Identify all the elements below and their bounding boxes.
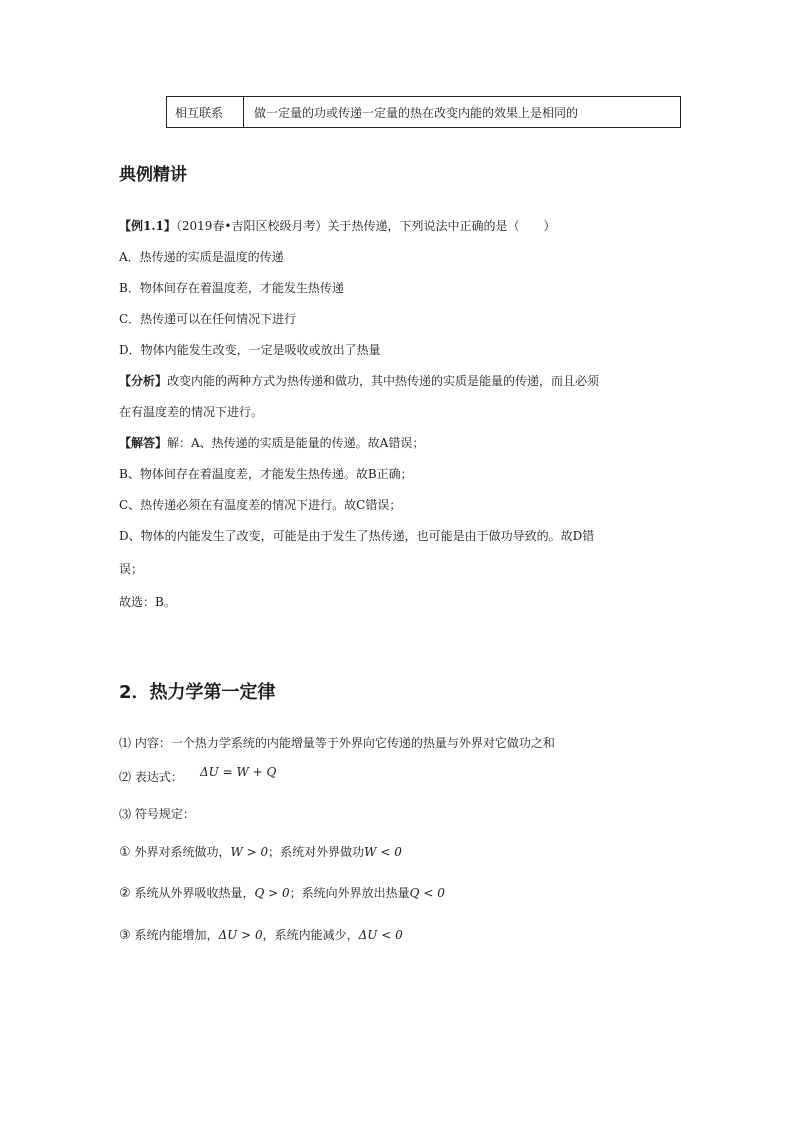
answer-text-1: 解：A、热传递的实质是能量的传递。故A错误；: [167, 436, 425, 450]
table-value-cell: 做一定量的功或传递一定量的热在改变内能的效果上是相同的: [244, 97, 681, 128]
analysis-line-2: 在有温度差的情况下进行。: [119, 405, 264, 419]
analysis-line-1: [119, 373, 599, 389]
law-formula: ΔU = W + Q: [200, 765, 277, 779]
answer-line-5: 误；: [119, 562, 144, 576]
rule-3-text-b: ，系统内能减少，: [262, 928, 359, 942]
answer-line-3: C、热传递必须在有温度差的情况下进行。故C错误；: [119, 498, 402, 512]
rule-1-number: ①: [119, 845, 131, 860]
rule-2-math-a: Q > 0: [254, 886, 290, 900]
section-heading-examples: 典例精讲: [119, 165, 187, 185]
example-question: [119, 218, 556, 234]
rule-1-text-a: 外界对系统做功，: [134, 845, 231, 859]
option-d: D．物体内能发生改变，一定是吸收或放出了热量: [119, 343, 381, 357]
law-expression-label: ⑵ 表达式：: [119, 770, 183, 784]
relation-table: [166, 96, 681, 128]
rule-2-text-b: ；系统向外界放出热量: [289, 886, 410, 900]
example-tag: 【例1.1】: [119, 219, 176, 233]
rule-3-text-a: 系统内能增加，: [134, 928, 219, 942]
answer-line-6: 故选：B。: [119, 595, 176, 609]
rule-2-text-a: 系统从外界吸收热量，: [134, 886, 255, 900]
rule-2: [119, 885, 445, 902]
option-b: B．物体间存在着温度差，才能发生热传递: [119, 281, 344, 295]
analysis-tag: 【分析】: [119, 374, 168, 388]
rule-1-math-b: W < 0: [364, 845, 402, 859]
answer-line-1: [119, 435, 424, 451]
law-content: ⑴ 内容：一个热力学系统的内能增量等于外界向它传递的热量与外界对它做功之和: [119, 736, 555, 750]
rule-2-number: ②: [119, 886, 131, 901]
option-a: A．热传递的实质是温度的传递: [119, 250, 284, 264]
answer-line-4: D、物体的内能发生了改变，可能是由于发生了热传递，也可能是由于做功导致的。故D错: [119, 529, 595, 543]
rule-3-math-a: ΔU > 0: [218, 928, 263, 942]
rule-1-math-a: W > 0: [230, 845, 269, 859]
answer-line-2: B、物体间存在着温度差，才能发生热传递。故B正确；: [119, 467, 413, 481]
rule-3-math-b: ΔU < 0: [358, 928, 403, 942]
example-source: （2019春•吉阳区校级月考）关于热传递，下列说法中正确的是（ ）: [175, 219, 556, 233]
rule-3: [119, 927, 403, 944]
analysis-text-1: 改变内能的两种方式为热传递和做功，其中热传递的实质是能量的传递，而且必须: [167, 374, 600, 388]
sign-rules-label: ⑶ 符号规定：: [119, 807, 195, 821]
option-c: C．热传递可以在任何情况下进行: [119, 312, 297, 326]
rule-3-number: ③: [119, 928, 131, 943]
answer-tag: 【解答】: [119, 436, 168, 450]
rule-2-math-b: Q < 0: [409, 886, 445, 900]
table-key-cell: 相互联系: [167, 97, 244, 128]
rule-1-text-b: ；系统对外界做功: [268, 845, 365, 859]
rule-1: [119, 844, 402, 861]
section-heading-first-law: 2．热力学第一定律: [119, 682, 276, 703]
